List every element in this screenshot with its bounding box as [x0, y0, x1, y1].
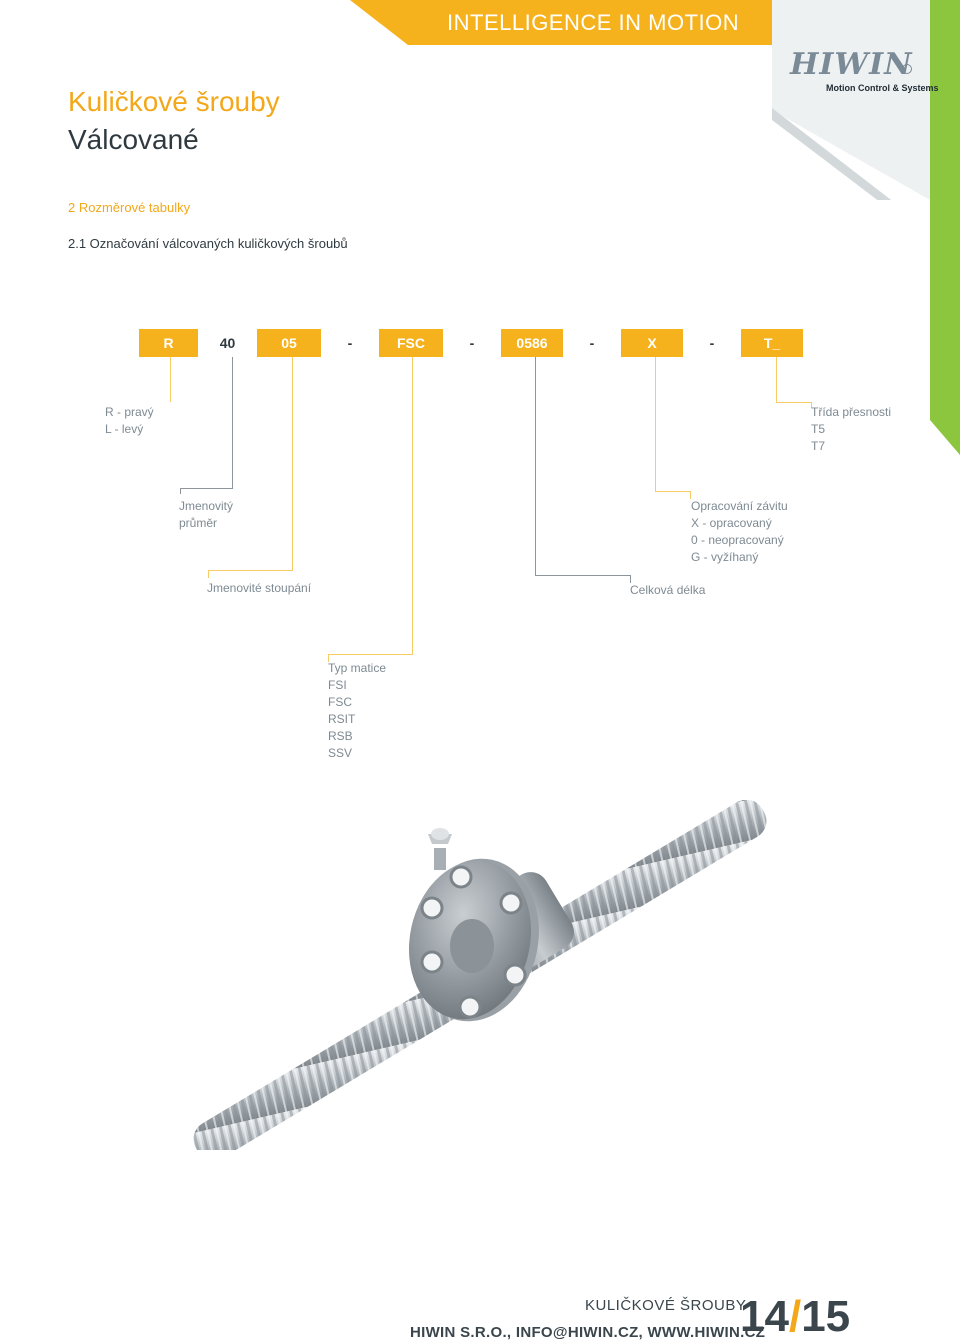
page-separator: /: [788, 1292, 802, 1341]
leader-line-diameter: [232, 357, 233, 488]
page-total: 15: [801, 1292, 851, 1341]
code-separator: -: [563, 329, 621, 357]
page-current: 14: [740, 1292, 789, 1341]
leader-line-diameter-tick: [180, 488, 181, 494]
code-segment-length: 0586: [501, 329, 563, 357]
leader-line-length-h: [535, 575, 631, 576]
code-segment-precision: T_: [741, 329, 803, 357]
leader-line-machining: [655, 357, 656, 491]
leader-line-direction: [170, 357, 171, 402]
footer-category: KULIČKOVÉ ŠROUBY: [585, 1297, 747, 1314]
leader-line-pitch-h: [208, 570, 293, 571]
label-pitch: Jmenovité stoupání: [207, 581, 312, 595]
hiwin-logo: HIWIN: [790, 47, 913, 82]
section-heading: 2 Rozměrové tabulky: [68, 200, 191, 215]
label-diameter: Jmenovitý průměr: [179, 499, 234, 530]
tagline: INTELLIGENCE IN MOTION: [447, 10, 740, 35]
leader-line-precision-h: [776, 402, 812, 403]
leader-line-diameter-h: [180, 488, 233, 489]
label-machining: Opracování závitu X - opracovaný 0 - neopracovaný G - vyžíhaný: [691, 499, 788, 564]
label-precision: Třída přesnosti T5 T7: [811, 405, 892, 453]
code-separator: -: [321, 329, 379, 357]
label-length: Celková délka: [630, 583, 706, 597]
footer-address: HIWIN S.R.O., INFO@HIWIN.CZ, WWW.HIWIN.CZ: [410, 1324, 766, 1341]
code-segment-pitch: 05: [257, 329, 321, 357]
code-segment-nut-type: FSC: [379, 329, 443, 357]
logo-subtitle: Motion Control & Systems: [826, 83, 939, 93]
code-segment-diameter: 40: [198, 329, 257, 357]
leader-line-length: [535, 357, 536, 575]
green-side-stripe: [930, 0, 960, 460]
page-title: Kuličkové šrouby: [68, 86, 280, 117]
code-segment-machining: X: [621, 329, 683, 357]
leader-line-nut-type-h: [328, 654, 413, 655]
page-subtitle: Válcované: [68, 124, 199, 155]
subsection-heading: 2.1 Označování válcovaných kuličkových šroubů: [68, 236, 348, 251]
registered-icon: [902, 64, 912, 74]
leader-line-pitch: [292, 357, 293, 570]
code-segment-direction: R: [139, 329, 198, 357]
ball-screw-image: [170, 800, 790, 1150]
label-nut-type: Typ matice FSI FSC RSIT RSB SSV: [328, 661, 387, 760]
label-direction: R - pravý L - levý: [105, 405, 154, 436]
leader-line-precision: [776, 357, 777, 402]
leader-line-pitch-tick: [208, 570, 209, 578]
page-number: [740, 1292, 850, 1342]
code-separator: -: [443, 329, 501, 357]
designation-code-bar: [139, 329, 803, 357]
leader-line-nut-type: [412, 357, 413, 654]
leader-line-machining-h: [655, 491, 691, 492]
code-separator: -: [683, 329, 741, 357]
